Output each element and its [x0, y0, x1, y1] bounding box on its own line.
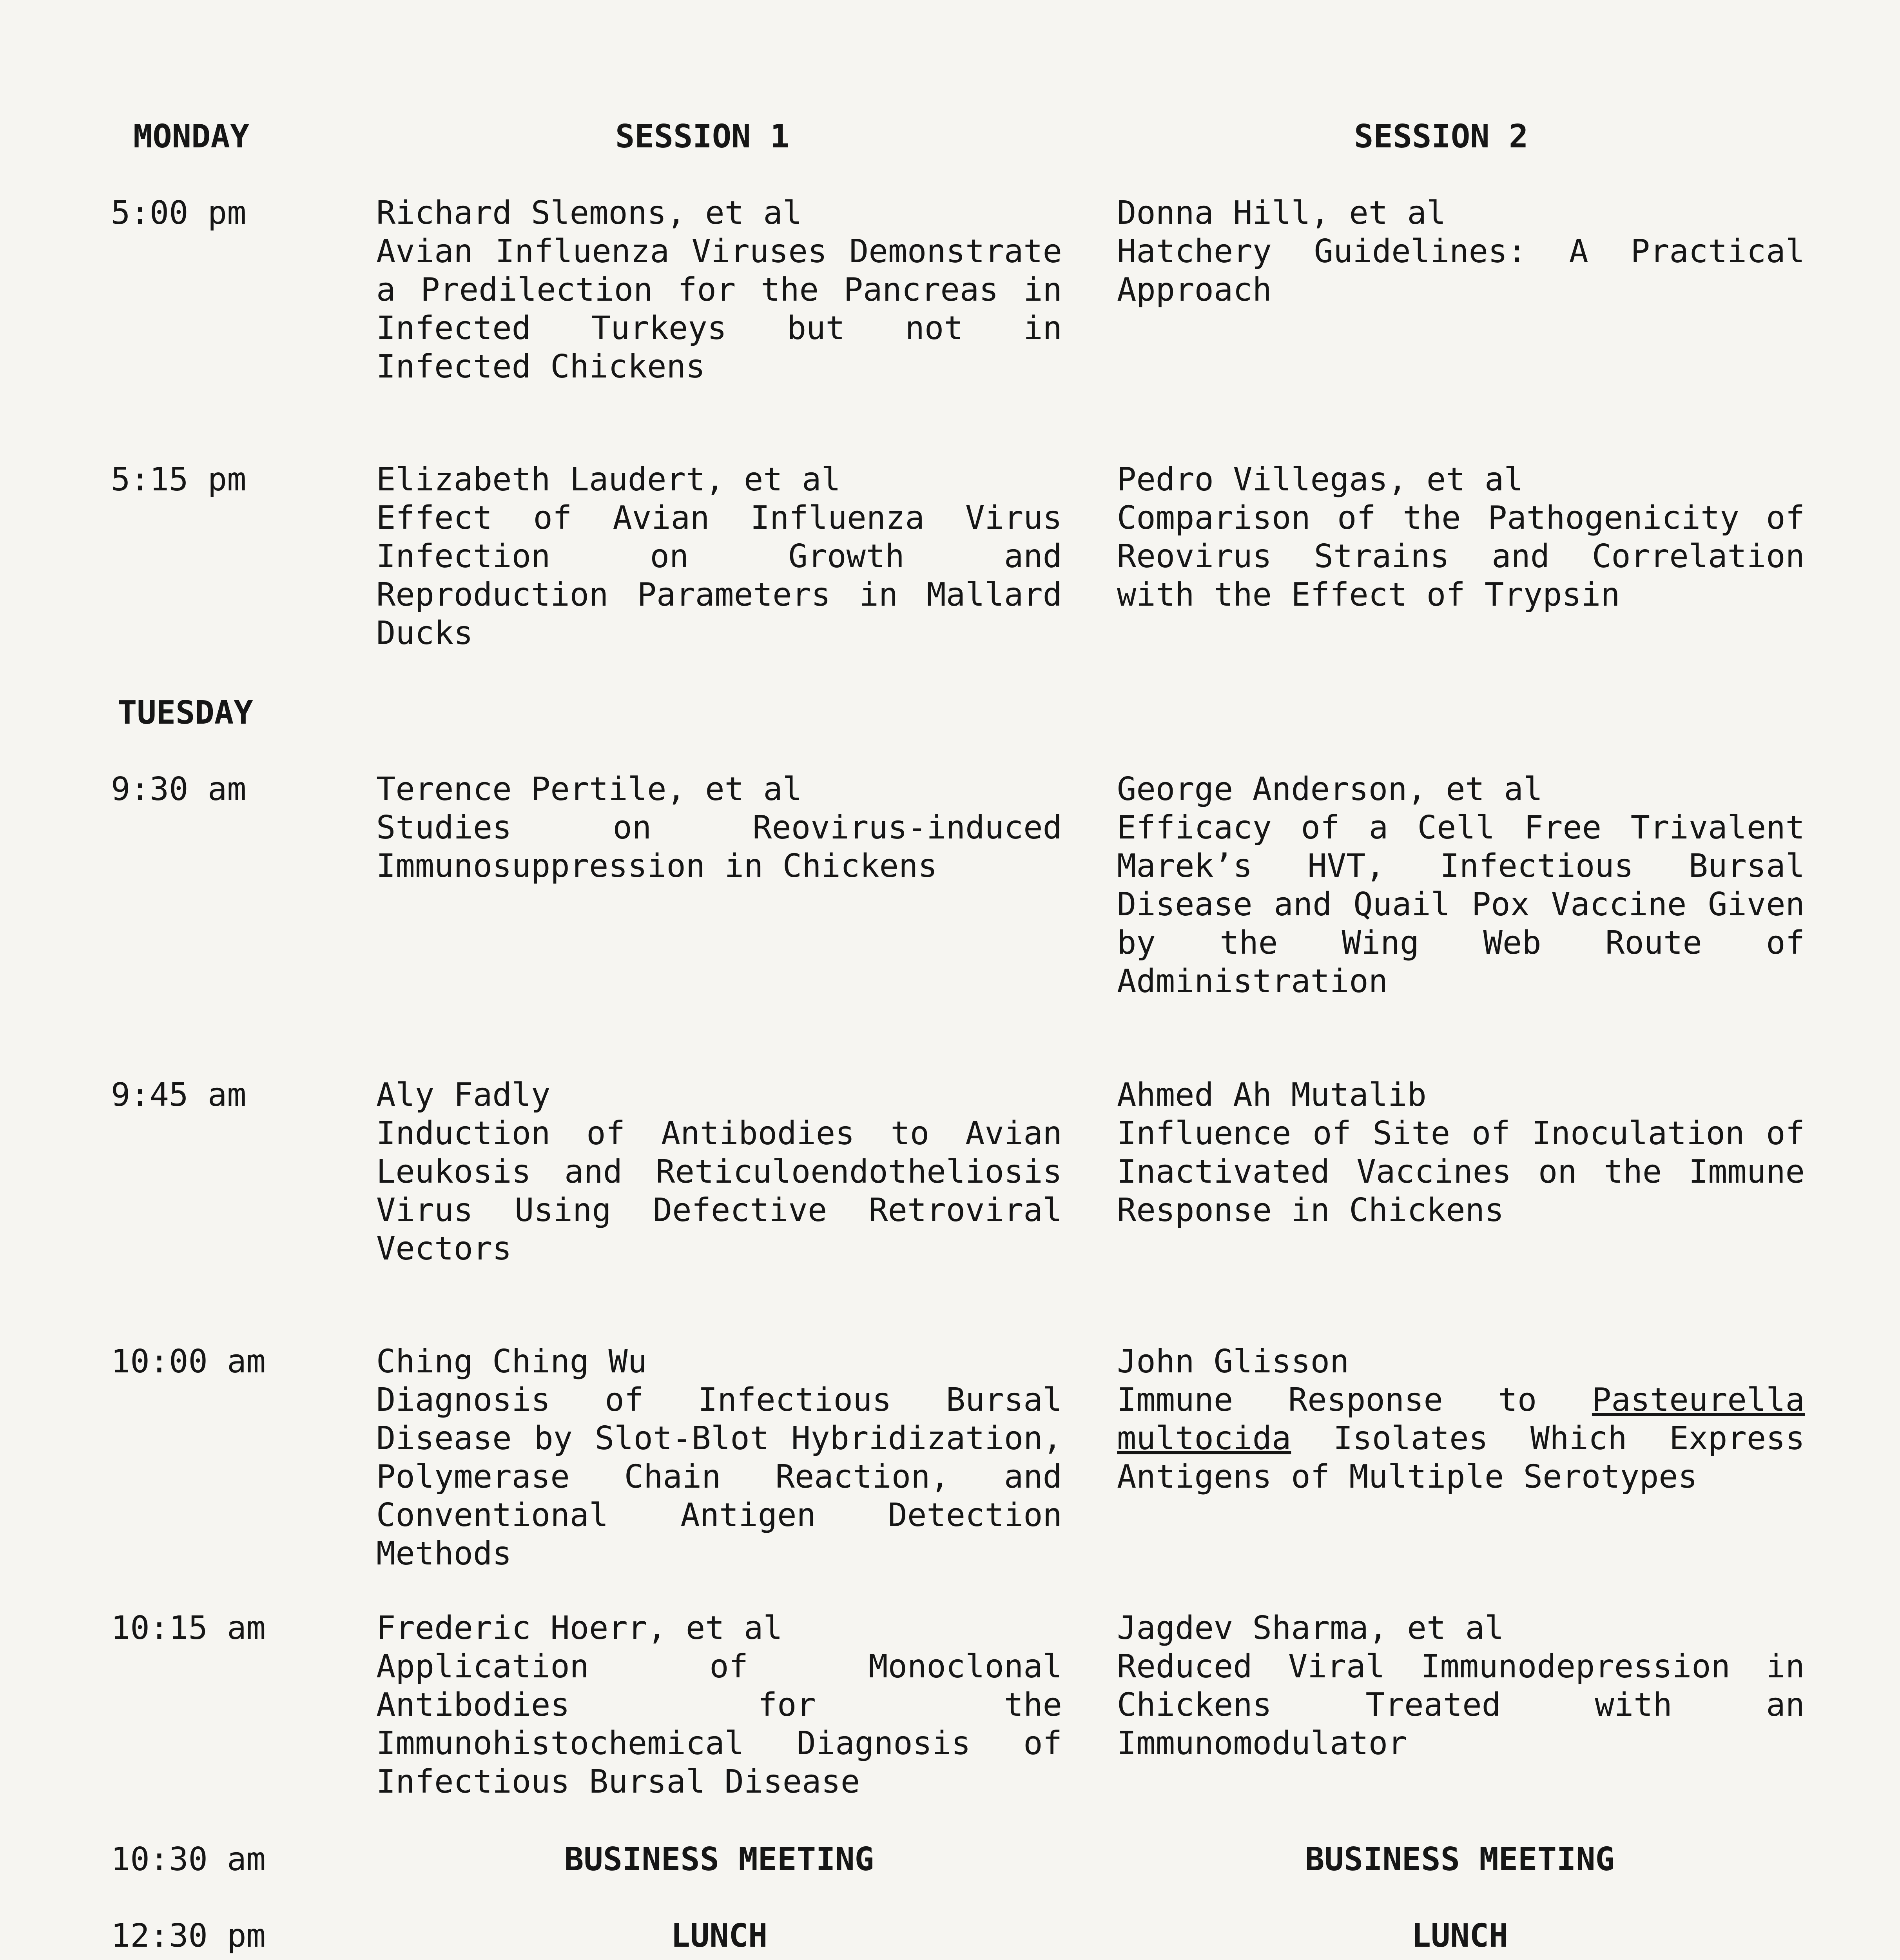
- time-label: 9:45 am: [111, 1076, 247, 1114]
- presenter-name: Ahmed Ah Mutalib: [1117, 1076, 1427, 1114]
- talk-title: Avian Influenza Viruses Demonstrate a Predilection for the Pancreas in Infected Turkeys but not in Infected Chickens: [376, 233, 1062, 385]
- presenter-name: Richard Slemons, et al: [376, 194, 802, 232]
- talk-entry: [376, 461, 1062, 653]
- organism-name: Pasteurella multocida: [1117, 1381, 1805, 1457]
- talk-title: Reduced Viral Immunodepression in Chickens Treated with an Immunomodulator: [1117, 1648, 1805, 1762]
- talk-title: Hatchery Guidelines: A Practical Approach: [1117, 233, 1805, 309]
- talk-title: Induction of Antibodies to Avian Leukosis and Reticuloendotheliosis Virus Using Defective Retroviral Vectors: [376, 1115, 1062, 1267]
- talk-entry: [1117, 1343, 1805, 1496]
- presenter-name: Donna Hill, et al: [1117, 194, 1446, 232]
- business-meeting-label: BUSINESS MEETING: [564, 1841, 874, 1878]
- talk-entry: [1117, 194, 1805, 309]
- presenter-name: Frederic Hoerr, et al: [376, 1610, 783, 1647]
- talk-title-post: Isolates Which Express Antigens of Multiple Serotypes: [1117, 1420, 1805, 1495]
- talk-entry: [1117, 770, 1805, 1001]
- talk-title: Studies on Reovirus-induced Immunosuppression in Chickens: [376, 809, 1062, 885]
- talk-entry: [1117, 461, 1805, 614]
- presenter-name: George Anderson, et al: [1117, 771, 1543, 808]
- presenter-name: Ching Ching Wu: [376, 1343, 647, 1380]
- day-label-tuesday: TUESDAY: [118, 694, 253, 731]
- talk-entry: [376, 1076, 1062, 1268]
- presenter-name: Terence Pertile, et al: [376, 771, 802, 808]
- talk-entry: [1117, 1609, 1805, 1763]
- talk-title: Application of Monoclonal Antibodies for the Immunohistochemical Diagnosis of Infectious Bursal Disease: [376, 1648, 1062, 1800]
- talk-title: Comparison of the Pathogenicity of Reovirus Strains and Correlation with the Effect of Trypsin: [1117, 499, 1805, 613]
- time-label: 5:00 pm: [111, 194, 247, 232]
- day-header: MONDAY: [133, 118, 250, 155]
- time-label: 10:15 am: [111, 1610, 266, 1647]
- business-meeting-label: BUSINESS MEETING: [1305, 1841, 1615, 1878]
- presenter-name: Pedro Villegas, et al: [1117, 461, 1523, 498]
- talk-title: Efficacy of a Cell Free Trivalent Marek’s HVT, Infectious Bursal Disease and Quail Pox Vaccine Given by the Wing Web Route of Administration: [1117, 809, 1805, 1000]
- time-label: 10:00 am: [111, 1343, 266, 1380]
- talk-title: Diagnosis of Infectious Bursal Disease by Slot-Blot Hybridization, Polymerase Chain Reaction, and Conventional Antigen Detection Methods: [376, 1381, 1062, 1572]
- talk-entry: [376, 1609, 1062, 1801]
- talk-title: [1117, 1381, 1805, 1496]
- talk-entry: [1117, 1076, 1805, 1230]
- presenter-name: Jagdev Sharma, et al: [1117, 1610, 1504, 1647]
- talk-entry: [376, 1343, 1062, 1573]
- time-label: 12:30 pm: [111, 1917, 266, 1955]
- talk-title-pre: Immune Response to: [1117, 1381, 1592, 1419]
- lunch-label: LUNCH: [1411, 1917, 1508, 1955]
- talk-entry: [376, 770, 1062, 886]
- presenter-name: Aly Fadly: [376, 1076, 551, 1114]
- presenter-name: John Glisson: [1117, 1343, 1349, 1380]
- time-label: 5:15 pm: [111, 461, 247, 498]
- time-label: 9:30 am: [111, 771, 247, 808]
- talk-title: Effect of Avian Influenza Virus Infection on Growth and Reproduction Parameters in Mallard Ducks: [376, 499, 1062, 652]
- presenter-name: Elizabeth Laudert, et al: [376, 461, 841, 498]
- talk-title: Influence of Site of Inoculation of Inactivated Vaccines on the Immune Response in Chickens: [1117, 1115, 1805, 1229]
- session2-header: SESSION 2: [1354, 118, 1528, 155]
- talk-entry: [376, 194, 1062, 386]
- time-label: 10:30 am: [111, 1841, 266, 1878]
- lunch-label: LUNCH: [671, 1917, 768, 1955]
- session1-header: SESSION 1: [615, 118, 790, 155]
